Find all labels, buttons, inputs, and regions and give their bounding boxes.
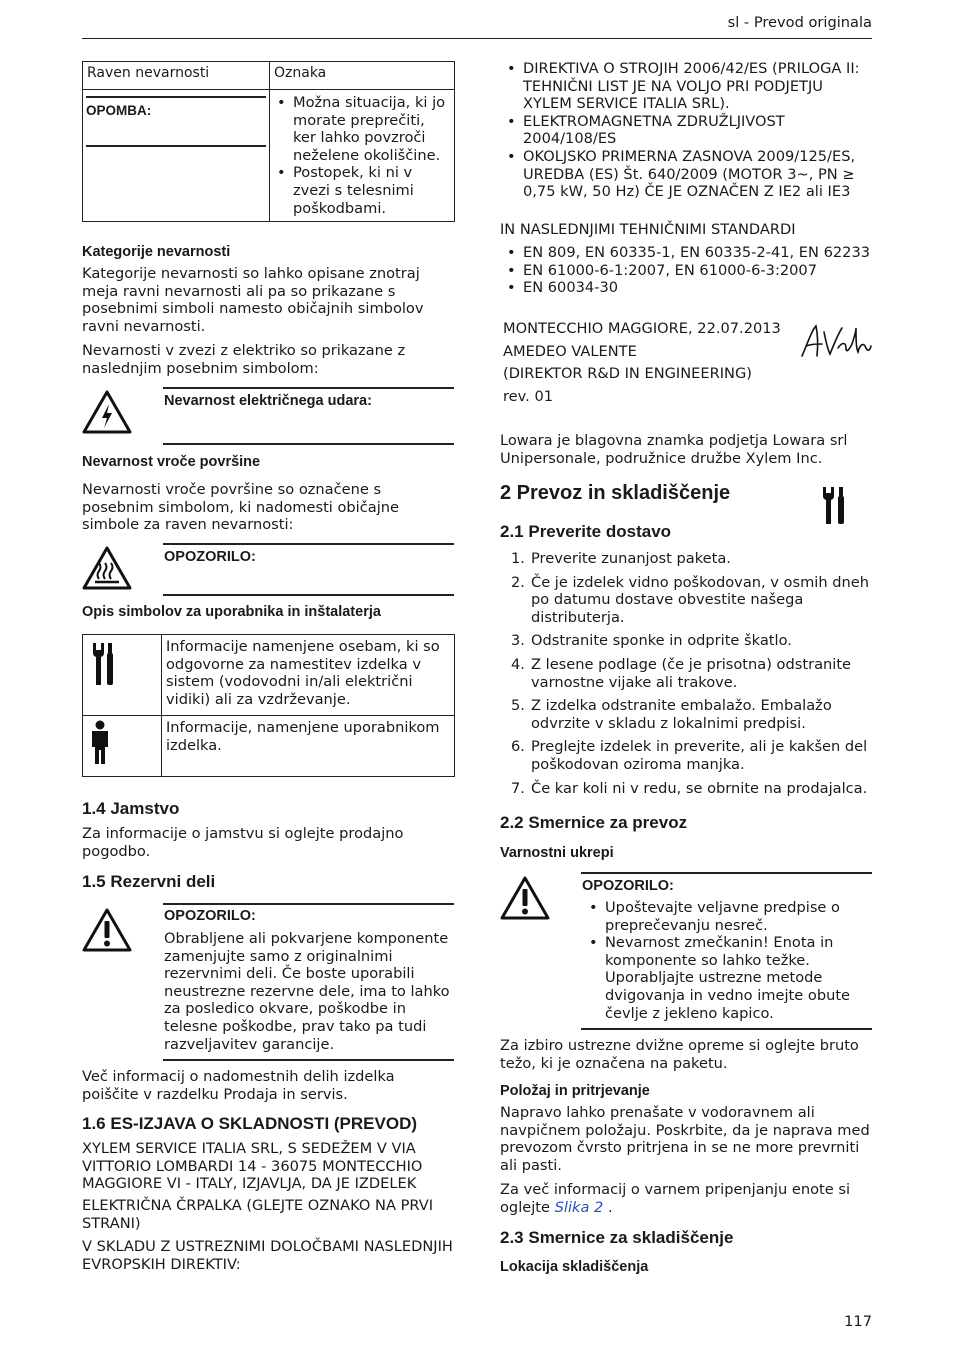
list-item: • OKOLJSKO PRIMERNA ZASNOVA 2009/125/ES, UREDBA (ES) Št. 640/2009 (MOTOR 3~, PN ≥ 0,75 kW, 50 Hz) ČE JE OZNAČEN Z IE2 ali IE3	[500, 148, 872, 201]
subsection-heading: Varnostni ukrepi	[500, 845, 614, 861]
list-item: • Upoštevajte veljavne predpise o preprečevanju nesreč.	[582, 899, 874, 934]
hazard-level-table	[82, 61, 455, 222]
paragraph: Za več informacij o varnem pripenjanju enote si oglejte Slika 2 .	[500, 1181, 851, 1216]
warning-label: OPOZORILO:	[164, 908, 256, 924]
list-item: • EN 60034-30	[500, 279, 872, 297]
paragraph: Več informacij o nadomestnih delih izdelka poiščite v razdelku Prodaja in servis.	[82, 1068, 395, 1103]
header-rule	[82, 38, 872, 39]
paragraph: Za informacije o jamstvu si oglejte prodajno pogodbo.	[82, 825, 404, 860]
installer-tools-icon	[820, 486, 848, 531]
hot-surface-icon	[82, 546, 132, 595]
warning-icon	[82, 908, 132, 957]
header-title: sl - Prevod originala	[727, 14, 872, 31]
list-item: • DIREKTIVA O STROJIH 2006/42/ES (PRILOGA II: TEHNIČNI LIST JE NA VOLJO PRI PODJETJU XYLEM SERVICE ITALIA SRL).	[500, 60, 872, 113]
signature-name: AMEDEO VALENTE	[503, 342, 637, 360]
list-item: 7. Če kar koli ni v redu, se obrnite na prodajalca.	[511, 779, 868, 797]
directives-list	[500, 60, 872, 201]
installer-tools-icon	[89, 674, 117, 691]
electric-hazard-icon	[82, 390, 132, 439]
paragraph: V SKLADU Z USTREZNIMI DOLOČBAMI NASLEDNJIH EVROPSKIH DIREKTIV:	[82, 1238, 453, 1273]
list-item: 3. Odstranite sponke in odprite škatlo.	[511, 632, 792, 650]
signature-role: (DIREKTOR R&D IN ENGINEERING)	[503, 365, 752, 383]
symbol-desc-user: Informacije, namenjene uporabnikom izdelka.	[162, 716, 455, 777]
standards-list	[500, 244, 872, 297]
signature-block	[503, 318, 781, 408]
paragraph: Napravo lahko prenašate v vodoravnem ali navpičnem položaju. Poskrbite, da je naprava med prevozom čvrsto pritrjena in se ne more prevrniti ali pasti.	[500, 1104, 870, 1174]
figure-link[interactable]: Slika 2	[554, 1198, 604, 1216]
warning-icon	[500, 876, 550, 925]
warning-text: Obrabljene ali pokvarjene komponente zamenjujte samo z originalnimi rezervnimi deli. Če boste uporabili neustrezne rezervne dele, ima to lahko za posledico okvare, poškodbe in telesne poškodbe, prav tako pa tudi razveljavitev garancije.	[164, 930, 450, 1053]
subsection-heading: Položaj in pritrjevanje	[500, 1083, 650, 1099]
paragraph: Nevarnosti vroče površine so označene s posebnim simbolom, ki nadomesti običajne simbole za raven nevarnosti:	[82, 481, 399, 534]
hot-surface-label: OPOZORILO:	[164, 549, 256, 565]
paragraph: Nevarnosti v zvezi z elektriko so prikazane z naslednjim posebnim simbolom:	[82, 342, 406, 377]
delivery-steps-list	[500, 550, 872, 803]
list-item: • Možna situacija, ki jo morate preprečiti, ker lahko povzroči neželene okoliščine.	[270, 94, 450, 164]
section-heading: 2.1 Preverite dostavo	[500, 522, 672, 541]
section-heading: 2.2 Smernice za prevoz	[500, 813, 688, 832]
warning-label: OPOZORILO:	[582, 878, 674, 894]
electric-hazard-label: Nevarnost električnega udara:	[164, 393, 372, 409]
list-item: 5. Z izdelka odstranite embalažo. Embalažo odvrzite v skladu z lokalnimi predpisi.	[511, 697, 832, 732]
symbols-table	[82, 634, 455, 777]
signature-rev: rev. 01	[503, 387, 554, 405]
list-item: 4. Z lesene podlage (če je prisotna) odstranite varnostne vijake ali trakove.	[511, 655, 852, 691]
list-item: 2. Če je izdelek vidno poškodovan, v osmih dneh po datumu dostave obvestite našega distributerja.	[511, 573, 869, 626]
paragraph: IN NASLEDNJIMI TEHNIČNIMI STANDARDI	[500, 221, 796, 238]
section-heading: 2 Prevoz in skladiščenje	[500, 482, 731, 504]
symbol-desc-installer: Informacije namenjene osebam, ki so odgovorne za namestitev izdelka v sistem (vodovodni in/ali električni vidiki) ali za vzdrževanje.	[162, 635, 455, 716]
signature-place-date: MONTECCHIO MAGGIORE, 22.07.2013	[503, 320, 781, 337]
warning-list	[582, 899, 874, 1022]
section-heading: 2.3 Smernice za skladiščenje	[500, 1228, 734, 1247]
list-item: • Postopek, ki ni v zvezi s telesnimi poškodbami.	[270, 164, 450, 217]
paragraph: Kategorije nevarnosti so lahko opisane znotraj meja ravni nevarnosti ali pa so prikazane s posebnimi simboli namesto običajnih simbolov ravni nevarnosti.	[82, 265, 424, 335]
user-person-icon	[89, 753, 111, 770]
page-number: 117	[844, 1313, 872, 1330]
list-item: • EN 809, EN 60335-1, EN 60335-2-41, EN 62233	[500, 244, 872, 262]
section-heading: 1.4 Jamstvo	[82, 799, 180, 818]
list-item: • EN 61000-6-1:2007, EN 61000-6-3:2007	[500, 262, 872, 280]
section-heading: Kategorije nevarnosti	[82, 244, 231, 260]
table-header-level: Raven nevarnosti	[83, 62, 270, 90]
section-heading: Opis simbolov za uporabnika in inštalaterja	[82, 604, 381, 620]
paragraph: ELEKTRIČNA ČRPALKA (GLEJTE OZNAKO NA PRVI STRANI)	[82, 1197, 434, 1232]
section-heading: 1.6 ES-IZJAVA O SKLADNOSTI (PREVOD)	[82, 1114, 418, 1133]
paragraph: Za izbiro ustrezne dvižne opreme si oglejte bruto težo, ki je označena na paketu.	[500, 1037, 859, 1072]
hazard-level-notice: OPOMBA:	[86, 103, 152, 118]
paragraph: Lowara je blagovna znamka podjetja Lowara srl Unipersonale, podružnice družbe Xylem Inc.	[500, 432, 848, 467]
list-item: 1. Preverite zunanjost paketa.	[511, 550, 731, 567]
table-header-symbol: Oznaka	[270, 62, 455, 90]
section-heading: Nevarnost vroče površine	[82, 454, 261, 470]
list-item: • Nevarnost zmečkanin! Enota in komponente so lahko težke. Uporabljajte ustrezne metode dvigovanja in vedno imejte obute čevlje z jekleno kapico.	[582, 934, 874, 1022]
subsection-heading: Lokacija skladiščenja	[500, 1259, 649, 1275]
handwritten-signature	[800, 322, 872, 367]
paragraph: XYLEM SERVICE ITALIA SRL, S SEDEŽEM V VIA VITTORIO LOMBARDI 14 - 36075 MONTECCHIO MAGGIORE VI - ITALY, IZJAVLJA, DA JE IZDELEK	[82, 1140, 423, 1193]
section-heading: 1.5 Rezervni deli	[82, 872, 216, 891]
list-item: • ELEKTROMAGNETNA ZDRUŽLJIVOST 2004/108/ES	[500, 113, 872, 148]
list-item: 6. Preglejte izdelek in preverite, ali je kakšen del poškodovan oziroma manjka.	[511, 738, 868, 773]
